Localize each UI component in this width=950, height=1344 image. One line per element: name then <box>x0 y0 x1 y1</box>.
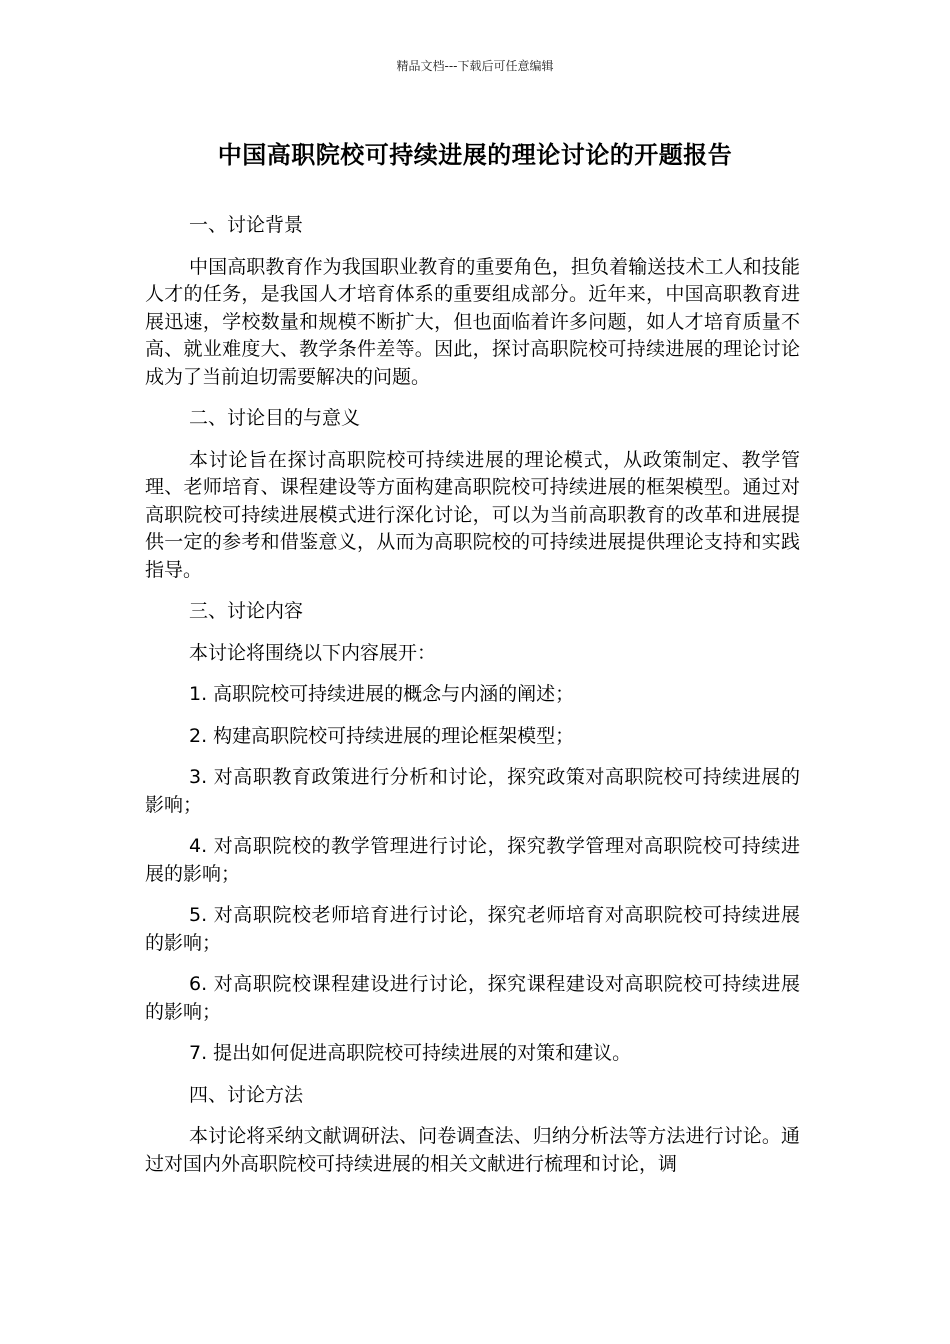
paragraph-purpose: 本讨论旨在探讨高职院校可持续进展的理论模式，从政策制定、教学管理、老师培育、课程建设等方面构建高职院校可持续进展的框架模型。通过对高职院校可持续进展模式进行深化讨论，可以为当前高职教育的改革和进展提供一定的参考和借鉴意义，从而为高职院校的可持续进展提供理论支持和实践指导。 <box>145 448 800 581</box>
page-header: 精品文档---下载后可任意编辑 <box>396 59 554 73</box>
paragraph-method: 本讨论将采纳文献调研法、问卷调查法、归纳分析法等方法进行讨论。通过对国内外高职院校可持续进展的相关文献进行梳理和讨论，调 <box>145 1125 800 1175</box>
list-item: 4. 对高职院校的教学管理进行讨论，探究教学管理对高职院校可持续进展的影响； <box>145 835 800 885</box>
section-heading-method: 四、讨论方法 <box>189 1083 304 1106</box>
list-item: 7. 提出如何促进高职院校可持续进展的对策和建议。 <box>189 1042 632 1064</box>
list-item: 3. 对高职教育政策进行分析和讨论，探究政策对高职院校可持续进展的影响； <box>145 766 800 816</box>
paragraph-background: 中国高职教育作为我国职业教育的重要角色，担负着输送技术工人和技能人才的任务，是我国人才培育体系的重要组成部分。近年来，中国高职教育进展迅速，学校数量和规模不断扩大，但也面临着许多问题，如人才培育质量不高、就业难度大、教学条件差等。因此，探讨高职院校可持续进展的理论讨论成为了当前迫切需要解决的问题。 <box>145 255 800 388</box>
list-item: 1. 高职院校可持续进展的概念与内涵的阐述； <box>189 683 575 705</box>
list-item: 5. 对高职院校老师培育进行讨论，探究老师培育对高职院校可持续进展的影响； <box>145 904 800 954</box>
paragraph-content-intro: 本讨论将围绕以下内容展开： <box>189 641 437 664</box>
document-body <box>145 212 800 1192</box>
list-item: 2. 构建高职院校可持续进展的理论框架模型； <box>189 724 575 747</box>
section-heading-background: 一、讨论背景 <box>189 214 304 236</box>
section-heading-purpose: 二、讨论目的与意义 <box>189 407 361 429</box>
list-item: 6. 对高职院校课程建设进行讨论，探究课程建设对高职院校可持续进展的影响； <box>145 973 800 1023</box>
document-title: 中国高职院校可持续进展的理论讨论的开题报告 <box>217 141 733 169</box>
section-heading-content: 三、讨论内容 <box>189 600 304 622</box>
